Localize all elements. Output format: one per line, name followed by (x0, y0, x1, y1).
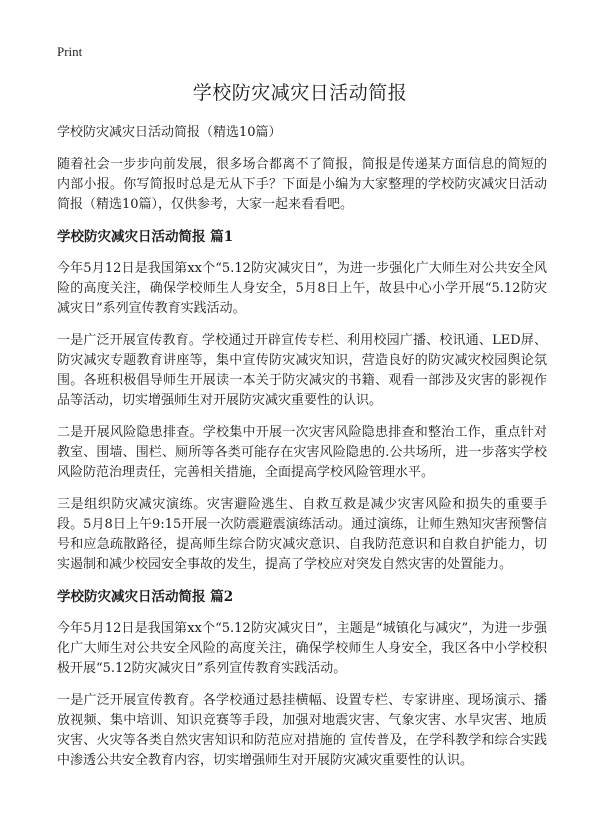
section-paragraph: 三是组织防灾减灾演练。灾害避险逃生、自救互救是减少灾害风险和损失的重要手段。5月8日上午9:15开展一次防震避震演练活动。通过演练，让师生熟知灾害预警信号和应急疏散路径，提高师生综合防灾减灾意识、自我防范意识和自救自护能力，切实遏制和减少校园安全事故的发生，提高了学校应对突发自然灾害的处置能力。 (57, 497, 547, 572)
section-heading: 学校防灾减灾日活动简报 篇2 (57, 589, 234, 605)
section-paragraph: 二是开展风险隐患排查。学校集中开展一次灾害风险隐患排查和整治工作，重点针对教室、围墙、围栏、厕所等各类可能存在灾害风险隐患的.公共场所，进一步落实学校风险防范治理责任，完善相关措施，全面提高学校风险管理水平。 (57, 425, 547, 480)
document-body (57, 123, 547, 783)
document-subtitle: 学校防灾减灾日活动简报（精选10篇） (57, 125, 282, 140)
section-paragraph: 一是广泛开展宣传教育。学校通过开辟宣传专栏、利用校园广播、校讯通、LED屏、防灾减灾专题教育讲座等，集中宣传防灾减灾知识，营造良好的防灾减灾校园舆论氛围。各班积极倡导师生开展读一本关于防灾减灾的书籍、观看一部涉及灾害的影视作品等活动，切实增强师生对开展防灾减灾重要性的认识。 (57, 333, 547, 408)
intro-paragraph: 随着社会一步步向前发展，很多场合都离不了简报，简报是传递某方面信息的简短的内部小报。你写简报时总是无从下手？下面是小编为大家整理的学校防灾减灾日活动简报（精选10篇），仅供参考，大家一起来看看吧。 (57, 157, 547, 212)
section-paragraph: 今年5月12日是我国第xx个“5.12防灾减灾日”，为进一步强化广大师生对公共安全风险的高度关注，确保学校师生人身安全，5月8日上午，故县中心小学开展“5.12防灾减灾日”系列宣传教育实践活动。 (57, 261, 547, 316)
section-paragraph: 一是广泛开展宣传教育。各学校通过悬挂横幅、设置专栏、专家讲座、现场演示、播放视频、集中培训、知识竞赛等手段，加强对地震灾害、气象灾害、水旱灾害、地质灾害、火灾等各类自然灾害知识和防范应对措施的 宣传普及，在学科教学和综合实践中渗透公共安全教育内容，切实增强师生对开展防灾减灾重要性的认识。 (57, 693, 547, 768)
print-link[interactable]: Print (57, 44, 83, 59)
section-paragraph: 今年5月12日是我国第xx个“5.12防灾减灾日”，主题是“城镇化与减灾”，为进一步强化广大师生对公共安全风险的高度关注，确保学校师生人身安全，我区各中小学校积极开展“5.12防灾减灾日”系列宣传教育实践活动。 (57, 621, 547, 676)
section-heading: 学校防灾减灾日活动简报 篇1 (57, 229, 234, 245)
page-title: 学校防灾减灾日活动简报 (192, 82, 408, 104)
